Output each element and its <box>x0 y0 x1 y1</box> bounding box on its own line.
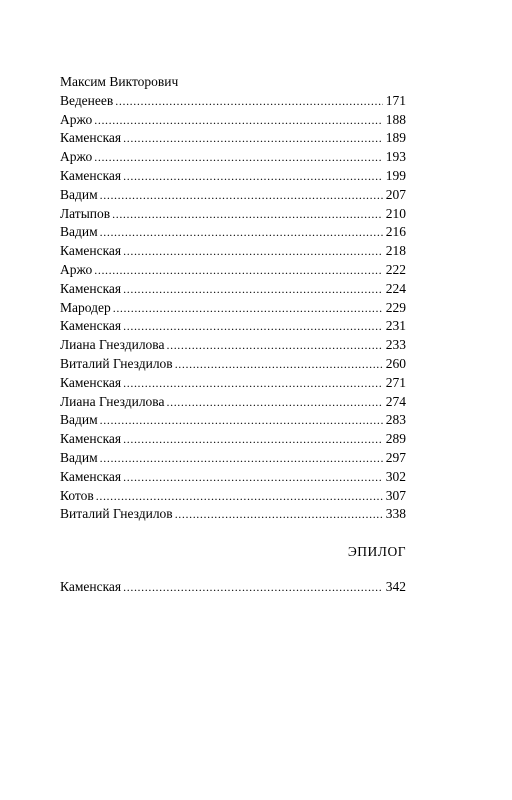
toc-entry-title: Каменская <box>60 130 122 146</box>
toc-entry-page-number: 193 <box>385 149 406 165</box>
dot-leader <box>175 355 383 374</box>
toc-entry-page-number: 307 <box>385 487 406 503</box>
dot-leader <box>123 242 383 261</box>
toc-entry[interactable] <box>60 111 406 130</box>
toc-entry[interactable] <box>60 92 406 111</box>
dot-leader <box>94 111 383 130</box>
dot-leader <box>123 167 383 186</box>
toc-entry-page-number: 231 <box>385 318 406 334</box>
dot-leader <box>123 468 383 487</box>
dot-leader <box>167 393 383 412</box>
toc-entry[interactable] <box>60 505 406 524</box>
toc-entry-title: Каменская <box>60 468 122 484</box>
toc-entry-title: Каменская <box>60 167 122 183</box>
toc-entry-title: Латыпов <box>60 205 111 221</box>
toc-entry-page-number: 283 <box>385 412 406 428</box>
dot-leader <box>94 148 383 167</box>
dot-leader <box>123 578 383 597</box>
toc-entry[interactable] <box>60 242 406 261</box>
toc-entry-page-number: 210 <box>385 205 406 221</box>
toc-entry-title: Каменская <box>60 318 122 334</box>
toc-entry-page-number: 260 <box>385 355 406 371</box>
toc-entry[interactable] <box>60 411 406 430</box>
toc-entry-title: Аржо <box>60 111 93 127</box>
toc-entry[interactable] <box>60 280 406 299</box>
toc-entry-title: Лиана Гнездилова <box>60 337 165 353</box>
toc-entry[interactable] <box>60 578 406 597</box>
toc-entry-page-number: 222 <box>385 261 406 277</box>
toc-entry-page-number: 188 <box>385 111 406 127</box>
dot-leader <box>123 129 383 148</box>
toc-entry-title: Лиана Гнездилова <box>60 393 165 409</box>
toc-entry[interactable] <box>60 430 406 449</box>
toc-entry[interactable] <box>60 167 406 186</box>
toc-entry[interactable] <box>60 205 406 224</box>
epilogue-entry-list <box>60 578 406 597</box>
toc-entry-page-number: 338 <box>385 506 406 522</box>
toc-entry-title: Вадим <box>60 449 98 465</box>
toc-entry-page-number: 271 <box>385 374 406 390</box>
toc-entry-page-number: 207 <box>385 186 406 202</box>
dot-leader <box>175 505 383 524</box>
toc-entry-title: Вадим <box>60 412 98 428</box>
toc-entry-list <box>60 92 406 524</box>
toc-entry-title: Вадим <box>60 224 98 240</box>
toc-entry-title: Веденеев <box>60 92 114 108</box>
toc-entry-page-number: 233 <box>385 337 406 353</box>
toc-entry[interactable] <box>60 148 406 167</box>
toc-entry[interactable] <box>60 393 406 412</box>
toc-entry-page-number: 224 <box>385 280 406 296</box>
dot-leader <box>123 430 383 449</box>
dot-leader <box>115 92 382 111</box>
toc-entry[interactable] <box>60 355 406 374</box>
dot-leader <box>100 449 383 468</box>
toc-entry[interactable] <box>60 449 406 468</box>
toc-entry-page-number: 342 <box>385 579 406 595</box>
dot-leader <box>113 299 383 318</box>
dot-leader <box>123 374 383 393</box>
epilogue-title: ЭПИЛОГ <box>347 544 406 560</box>
dot-leader <box>100 411 383 430</box>
toc-entry[interactable] <box>60 336 406 355</box>
toc-entry-page-number: 189 <box>385 130 406 146</box>
dot-leader <box>100 186 383 205</box>
toc-entry-title: Каменская <box>60 243 122 259</box>
toc-entry-title: Вадим <box>60 186 98 202</box>
dot-leader <box>100 223 383 242</box>
dot-leader <box>123 280 383 299</box>
toc-entry-page-number: 297 <box>385 449 406 465</box>
toc-entry-page-number: 274 <box>385 393 406 409</box>
toc-entry-page-number: 218 <box>385 243 406 259</box>
toc-entry-title: Каменская <box>60 280 122 296</box>
toc-entry[interactable] <box>60 261 406 280</box>
dot-leader <box>167 336 383 355</box>
table-of-contents <box>60 73 406 597</box>
toc-entry-title: Виталий Гнездилов <box>60 506 173 522</box>
toc-entry-page-number: 289 <box>385 431 406 447</box>
toc-entry-page-number: 229 <box>385 299 406 315</box>
toc-entry[interactable] <box>60 186 406 205</box>
toc-entry[interactable] <box>60 487 406 506</box>
toc-entry-page-number: 302 <box>385 468 406 484</box>
toc-entry[interactable] <box>60 374 406 393</box>
toc-entry-title: Котов <box>60 487 94 503</box>
toc-entry-page-number: 171 <box>385 92 406 108</box>
dot-leader <box>96 487 383 506</box>
dot-leader <box>123 317 383 336</box>
toc-entry-title: Каменская <box>60 374 122 390</box>
toc-entry-title: Аржо <box>60 149 93 165</box>
toc-entry[interactable] <box>60 223 406 242</box>
toc-entry[interactable] <box>60 317 406 336</box>
toc-entry-title: Каменская <box>60 579 122 595</box>
toc-entry-title: Мародер <box>60 299 111 315</box>
toc-entry[interactable] <box>60 129 406 148</box>
toc-entry-title: Виталий Гнездилов <box>60 355 173 371</box>
toc-entry-page-number: 216 <box>385 224 406 240</box>
dot-leader <box>112 205 383 224</box>
part-heading: Максим Викторович <box>60 74 179 89</box>
toc-entry-title: Аржо <box>60 261 93 277</box>
toc-entry-title: Каменская <box>60 431 122 447</box>
dot-leader <box>94 261 383 280</box>
toc-entry-page-number: 199 <box>385 167 406 183</box>
toc-entry[interactable] <box>60 299 406 318</box>
toc-entry[interactable] <box>60 468 406 487</box>
